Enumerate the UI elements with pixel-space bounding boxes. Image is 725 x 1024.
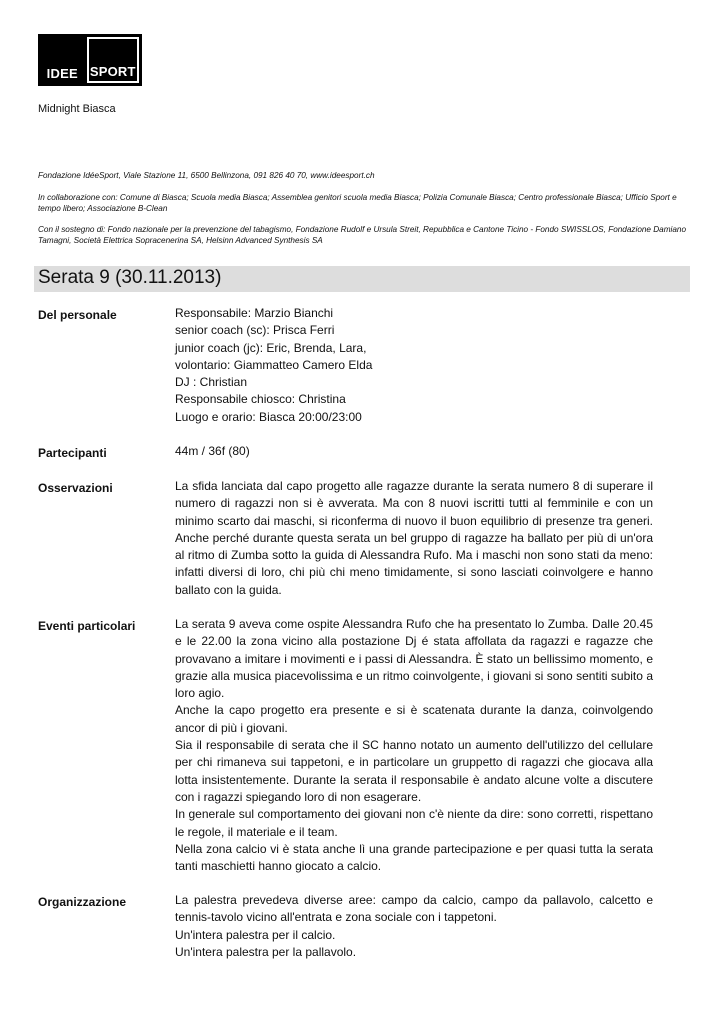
organization-paragraph: Un'intera palestra per la pallavolo. [175,944,357,959]
logo-sport: SPORT [87,37,140,83]
logo-idee: IDEE [46,66,78,81]
observations-text: La sfida lanciata dal capo progetto alle ragazze durante la serata numero 8 di superare il numero di ragazzi non si è avverata. Ma con 8 nuovi iscritti tutti al femminile e con un minimo scarto dai maschi, si riconferma di nuovo il buon equilibrio di presenze tra generi. Anche perché durante questa serata un bel gruppo di ragazze ha ballato per più di un'ora al ritmo di Zumba sotto la guida di Alessandra Rufo. Ma i maschi non sono stati da meno: infatti diversi di loro, chi più chi meno timidamente, si sono lasciati coinvolgere e hanno ballato con la guida. [175,479,653,597]
foundation-address: Fondazione IdéeSport, Viale Stazione 11, 6500 Bellinzona, 091 826 40 70, www.ideesport.ch [38,171,375,180]
events-paragraph: Anche la capo progetto era presente e si è scatenata durante la danza, coinvolgendo ancor di più i giovani. [175,703,653,735]
evening-title-bar [34,266,690,292]
organization-paragraph: La palestra prevedeva diverse aree: campo da calcio, campo da pallavolo, calcetto e tennis-tavolo vicino all'entrata e zona sociale con i tappetoni. [175,893,653,925]
section-label-organizzazione: Organizzazione [38,895,127,909]
staff-line: volontario: Giammatteo Camero Elda [175,357,373,372]
staff-line: senior coach (sc): Prisca Ferri [175,323,335,338]
participants-count: 44m / 36f (80) [175,444,250,458]
project-name: Midnight Biasca [38,103,116,115]
events-text [175,616,653,875]
staff-line: junior coach (jc): Eric, Brenda, Lara, [175,340,367,355]
collaboration-note: In collaborazione con: Comune di Biasca; Scuola media Biasca; Assemblea genitori scuola media Biasca; Polizia Comunale Biasca; Centro professionale Biasca; Ufficio Sport e tempo libero; Associazione B-Clean [38,193,677,213]
page-title: Serata 9 (30.11.2013) [38,267,222,288]
staff-line: Responsabile chiosco: Christina [175,392,346,407]
section-label-osservazioni: Osservazioni [38,481,113,495]
organization-text [175,892,653,961]
section-label-eventi: Eventi particolari [38,619,136,633]
support-note: Con il sostegno di: Fondo nazionale per la prevenzione del tabagismo, Fondazione Rudolf e Ursula Streit, Repubblica e Cantone Ticino - Fondo SWISSLOS, Fondazione Damiano Tamagni, Società Elettrica Sopracenerina SA, Helsinn Advanced Synthesis SA [38,225,687,245]
events-paragraph: Sia il responsabile di serata che il SC hanno notato un aumento dell'utilizzo del cellulare per chi rimaneva sui tappetoni, e in particolare un gruppetto di ragazzi che giocava alla lotta insistentemente. Durante la serata il responsabile è andato alcune volte a discutere con i ragazzi spiegando loro di non esagerare. [175,738,653,804]
staff-line: Luogo e orario: Biasca 20:00/23:00 [175,409,362,424]
section-label-personale: Del personale [38,308,117,322]
staff-line: DJ : Christian [175,375,248,390]
organization-paragraph: Un'intera palestra per il calcio. [175,927,336,942]
events-paragraph: La serata 9 aveva come ospite Alessandra Rufo che ha presentato lo Zumba. Dalle 20.45 e le 22.00 la zona vicino alla postazione Dj é stata affollata da ragazzi e ragazze che provavano a imitare i movimenti e i passi di Alessandra. È stato un bellissimo momento, e grazie alla musica piacevolissima e un ritmo coinvolgente, i giovani si sono sentiti subito a loro agio. [175,617,653,701]
events-paragraph: Nella zona calcio vi è stata anche lì una grande partecipazione e per quasi tutta la serata tanti maschietti hanno giocato a calcio. [175,841,653,874]
section-label-partecipanti: Partecipanti [38,446,107,460]
events-paragraph: In generale sul comportamento dei giovani non c'è niente da dire: sono corretti, rispettano le regole, il materiale e il team. [175,807,653,839]
staff-line: Responsabile: Marzio Bianchi [175,306,334,320]
ideesport-logo [38,34,142,86]
staff-list [175,305,653,426]
